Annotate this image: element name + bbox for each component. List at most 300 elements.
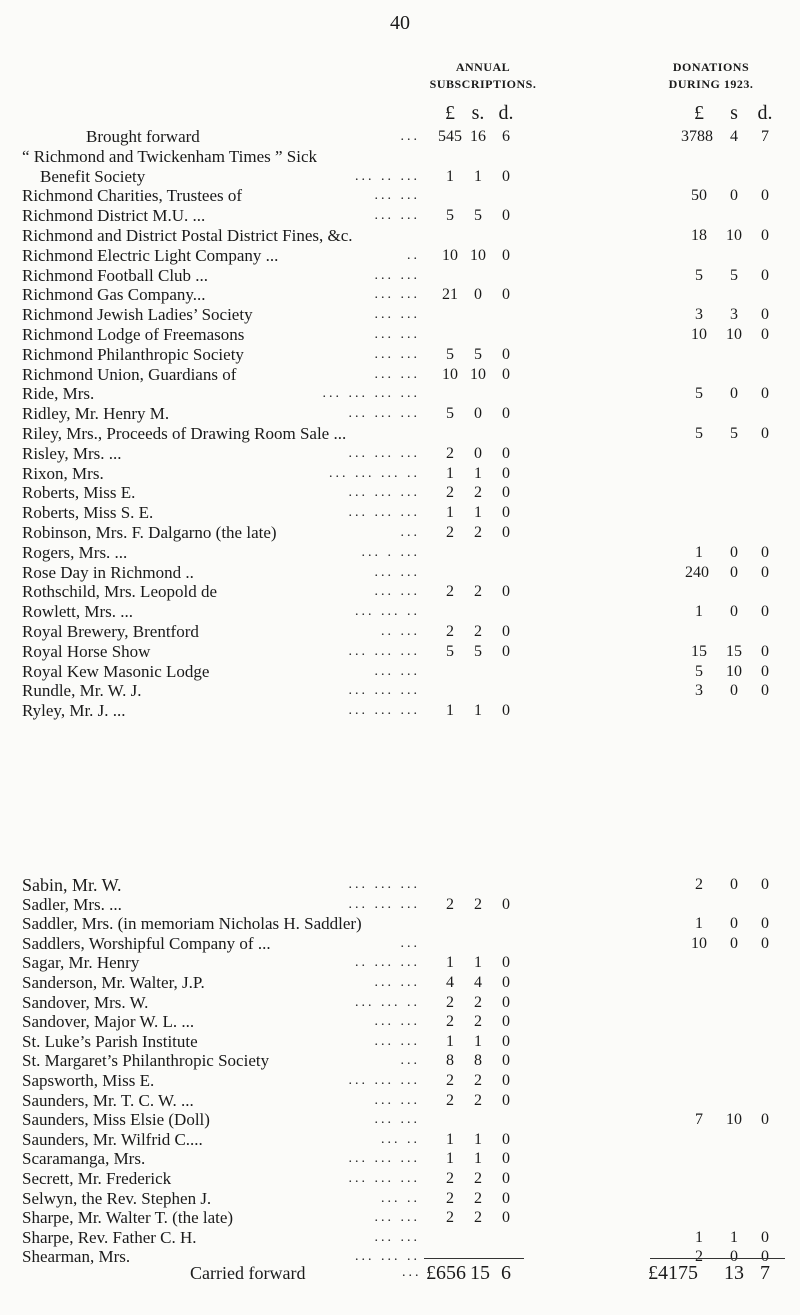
- sub-pence: 0: [502, 895, 510, 913]
- don-shillings: 3: [730, 306, 738, 324]
- don-pence: 0: [761, 563, 769, 581]
- header-donations: [646, 60, 776, 92]
- entry-name: Saunders, Miss Elsie (Doll): [22, 1110, 210, 1130]
- sub-shillings: 2: [474, 1013, 482, 1031]
- entry-name: Secrett, Mr. Frederick: [22, 1169, 172, 1188]
- don-pence: 0: [761, 915, 769, 933]
- unit-don-pence: d.: [757, 102, 773, 124]
- leader-dots: ... ... ...: [348, 683, 420, 699]
- don-pence: 0: [761, 1111, 769, 1129]
- leader-dots: ... ... ...: [348, 485, 420, 501]
- entry-name: Riley, Mrs., Proceeds of Drawing Room Sale ...: [22, 424, 347, 443]
- sub-shillings: 1: [474, 1150, 482, 1168]
- unit-sub-pounds: £: [445, 102, 455, 124]
- entry-name: “ Richmond and Twickenham Times ” Sick: [22, 146, 318, 166]
- entry-name: Royal Horse Show: [22, 641, 151, 661]
- entry-name: Sapsworth, Miss E.: [22, 1071, 155, 1090]
- don-pounds: 5: [695, 662, 703, 680]
- entry-name: Scaramanga, Mrs.: [22, 1149, 146, 1169]
- entry-name: Selwyn, the Rev. Stephen J.: [22, 1188, 212, 1208]
- don-shillings: 10: [726, 227, 742, 244]
- ledger-row: [0, 1189, 800, 1209]
- ledger-row: [0, 543, 800, 563]
- total-rule-subscriptions: [424, 1258, 524, 1259]
- don-pounds: 10: [691, 934, 707, 952]
- leader-dots: ... ...: [374, 188, 420, 204]
- entry-name: Richmond Charities, Trustees of: [22, 186, 243, 206]
- don-pence: 0: [761, 1248, 769, 1266]
- leader-dots: ... ... ... ..: [329, 465, 420, 481]
- don-shillings: 0: [730, 1248, 738, 1266]
- ledger-row: [0, 895, 800, 915]
- leader-dots: ... ... ..: [355, 994, 420, 1010]
- ledger-row: [0, 167, 800, 187]
- leader-dots: ... ...: [374, 1014, 420, 1030]
- don-pounds: 5: [695, 385, 703, 403]
- leader-dots: ..: [407, 247, 420, 263]
- don-pounds: 10: [691, 326, 707, 343]
- ledger-row: [0, 186, 800, 206]
- sub-shillings: 2: [474, 1072, 482, 1089]
- sub-shillings: 1: [474, 167, 482, 185]
- sub-pence: 0: [502, 1013, 510, 1031]
- don-pounds: 1: [695, 543, 703, 561]
- don-pounds: 18: [691, 227, 707, 244]
- leader-dots: .. ...: [381, 624, 420, 639]
- sub-pounds: 2: [446, 623, 454, 640]
- sub-pounds: 21: [442, 286, 458, 304]
- sub-pence: 0: [502, 1209, 510, 1227]
- don-shillings: 10: [726, 1111, 742, 1129]
- entry-name: Saddlers, Worshipful Company of ...: [22, 933, 271, 953]
- leader-dots: ... ... ...: [348, 505, 420, 521]
- leader-dots: ... ...: [374, 1092, 420, 1108]
- ledger-row: [0, 305, 800, 325]
- sub-pence: 0: [502, 207, 510, 225]
- don-pence: 0: [761, 187, 769, 205]
- sub-pence: 0: [502, 993, 510, 1011]
- entry-name: Roberts, Miss S. E.: [22, 503, 154, 523]
- sub-pounds: 2: [446, 583, 454, 601]
- entry-name: Sagar, Mr. Henry: [22, 953, 140, 973]
- sub-pence: 0: [502, 583, 510, 601]
- units-row: [0, 103, 800, 123]
- don-shillings: 4: [730, 128, 738, 145]
- sub-shillings: 2: [474, 583, 482, 601]
- sub-shillings: 1: [474, 464, 482, 482]
- entry-name: Richmond Union, Guardians of: [22, 364, 237, 384]
- sub-pounds: 1: [446, 1032, 454, 1050]
- sub-pounds: 2: [446, 1209, 454, 1227]
- carried-forward-label: Carried forward: [190, 1263, 306, 1283]
- ledger-row: [0, 953, 800, 973]
- ledger-row: [0, 444, 800, 464]
- sub-pence: 0: [502, 1150, 510, 1168]
- ledger-row: [0, 285, 800, 305]
- ledger-row: [0, 1208, 800, 1228]
- don-shillings: 10: [726, 326, 742, 343]
- ledger-row: [0, 424, 800, 444]
- sub-pence: 0: [502, 504, 510, 522]
- sub-pounds: 2: [446, 1189, 454, 1207]
- entry-name: Sabin, Mr. W.: [22, 875, 122, 895]
- sub-pounds: 2: [446, 1091, 454, 1109]
- sub-shillings: 1: [474, 702, 482, 720]
- leader-dots: ... ...: [374, 287, 420, 303]
- entry-name: Royal Kew Masonic Lodge: [22, 661, 210, 681]
- don-pence: 0: [761, 326, 769, 343]
- sub-shillings: 0: [474, 405, 482, 423]
- don-pence: 0: [761, 682, 769, 700]
- don-pounds: 3788: [681, 128, 713, 145]
- unit-sub-shillings: s.: [471, 102, 485, 124]
- leader-dots: ... ... ...: [348, 445, 420, 461]
- ledger-row: [0, 1032, 800, 1052]
- ledger-row: [0, 602, 800, 622]
- ledger-row: [0, 365, 800, 385]
- ledger-row: [0, 1051, 800, 1071]
- sub-pence: 0: [502, 623, 510, 640]
- leader-dots: ... ...: [374, 327, 420, 342]
- sub-shillings: 10: [470, 365, 486, 383]
- sub-pence: 0: [502, 484, 510, 502]
- leader-dots: ... ...: [374, 267, 420, 283]
- ledger-row: [0, 1091, 800, 1111]
- leader-dots: ... ...: [374, 975, 420, 990]
- sub-pence: 0: [502, 1130, 510, 1148]
- leader-dots: ... ...: [374, 1033, 420, 1049]
- ledger-row: [0, 875, 800, 895]
- don-pence: 0: [761, 934, 769, 952]
- sub-pence: 0: [502, 167, 510, 185]
- sub-shillings: 2: [474, 895, 482, 913]
- entry-name: Roberts, Miss E.: [22, 483, 136, 503]
- don-pence: 0: [761, 662, 769, 680]
- leader-dots: ...: [400, 129, 420, 144]
- ledger-row: [0, 973, 800, 993]
- sub-pence: 0: [502, 286, 510, 304]
- sub-pounds: 2: [446, 993, 454, 1011]
- sub-pounds: 1: [446, 702, 454, 720]
- sub-shillings: 2: [474, 1209, 482, 1227]
- sub-pounds: 5: [446, 642, 454, 660]
- leader-dots: ...: [400, 1053, 420, 1069]
- entry-name: Richmond Jewish Ladies’ Society: [22, 305, 253, 325]
- sub-pounds: 1: [446, 504, 454, 522]
- entry-name: Richmond Football Club ...: [22, 265, 209, 285]
- sub-pence: 0: [502, 1170, 510, 1187]
- ledger-row: [0, 1169, 800, 1189]
- header-subscriptions-line2: SUBSCRIPTIONS.: [429, 77, 537, 91]
- carried-forward-row: [0, 1263, 800, 1283]
- don-pence: 0: [761, 227, 769, 244]
- entry-name: Richmond District M.U. ...: [22, 206, 206, 226]
- ledger-row: [0, 127, 800, 147]
- entry-name: Richmond and District Postal District Fines, &c.: [22, 226, 353, 245]
- sub-shillings: 8: [474, 1052, 482, 1070]
- ledger-row: [0, 993, 800, 1013]
- sub-pence: 0: [502, 365, 510, 383]
- don-pence: 0: [761, 543, 769, 561]
- total-rule-donations: [650, 1258, 785, 1259]
- don-shillings: 10: [726, 662, 742, 680]
- sub-pence: 0: [502, 1032, 510, 1050]
- sub-pounds: 5: [446, 345, 454, 363]
- sub-shillings: 2: [474, 524, 482, 541]
- don-pounds: 7: [695, 1111, 703, 1129]
- sub-shillings: 1: [474, 504, 482, 522]
- carried-don-pence: 7: [760, 1262, 770, 1284]
- entry-name: Sandover, Mrs. W.: [22, 992, 149, 1012]
- ledger-row: [0, 483, 800, 503]
- don-pounds: 2: [695, 876, 703, 893]
- entry-name: Richmond Gas Company...: [22, 285, 206, 305]
- don-shillings: 0: [730, 385, 738, 403]
- sub-shillings: 2: [474, 484, 482, 502]
- sub-pounds: 8: [446, 1052, 454, 1070]
- don-pence: 0: [761, 642, 769, 660]
- entry-name: Ridley, Mr. Henry M.: [22, 404, 170, 424]
- entry-name: Robinson, Mrs. F. Dalgarno (the late): [22, 523, 277, 542]
- sub-shillings: 2: [474, 1170, 482, 1187]
- ledger-row: [0, 206, 800, 226]
- ledger-row: [0, 662, 800, 682]
- sub-shillings: 2: [474, 993, 482, 1011]
- don-shillings: 5: [730, 266, 738, 284]
- leader-dots: ... ... ...: [348, 643, 420, 659]
- sub-shillings: 16: [470, 128, 486, 145]
- don-shillings: 0: [730, 682, 738, 700]
- don-shillings: 0: [730, 563, 738, 581]
- sub-pounds: 1: [446, 1130, 454, 1148]
- entry-name: Saunders, Mr. Wilfrid C....: [22, 1129, 203, 1149]
- leader-dots: ... ... ...: [348, 1073, 420, 1088]
- sub-pence: 0: [502, 1072, 510, 1089]
- entry-name: Brought forward: [86, 127, 200, 146]
- sub-pounds: 4: [446, 974, 454, 991]
- sub-pence: 0: [502, 444, 510, 462]
- leader-dots: ... .. ...: [355, 168, 420, 184]
- leader-dots: ... ...: [374, 584, 420, 600]
- entry-name: Ryley, Mr. J. ...: [22, 701, 126, 721]
- ledger-row: [0, 622, 800, 642]
- don-pence: 0: [761, 1228, 769, 1246]
- entry-name: Sandover, Major W. L. ...: [22, 1012, 195, 1032]
- sub-shillings: 1: [474, 1130, 482, 1148]
- ledger-row: [0, 681, 800, 701]
- don-pounds: 2: [695, 1248, 703, 1266]
- leader-dots: ... ...: [374, 564, 420, 580]
- sub-pounds: 2: [446, 895, 454, 913]
- don-shillings: 0: [730, 915, 738, 933]
- leader-dots: ... ...: [374, 1112, 420, 1128]
- leader-dots: ... ... ...: [348, 1151, 420, 1167]
- leader-dots: ... ... ...: [348, 1171, 420, 1186]
- sub-shillings: 5: [474, 642, 482, 660]
- leader-dots: ... ...: [374, 1210, 420, 1226]
- ledger-row: [0, 642, 800, 662]
- ledger-row: [0, 147, 800, 167]
- entry-name: Ride, Mrs.: [22, 384, 95, 404]
- ledger-row: [0, 523, 800, 543]
- sub-pence: 0: [502, 702, 510, 720]
- leader-dots: .. ... ...: [355, 955, 420, 971]
- entry-name: Benefit Society: [40, 166, 146, 186]
- sub-pence: 0: [502, 642, 510, 660]
- header-donations-line1: DONATIONS: [672, 60, 750, 74]
- don-shillings: 1: [730, 1228, 738, 1246]
- entry-name: Shearman, Mrs.: [22, 1247, 131, 1267]
- sub-pence: 0: [502, 246, 510, 264]
- carried-sub-pounds: £656: [426, 1262, 466, 1284]
- entry-name: Richmond Electric Light Company ...: [22, 245, 279, 265]
- leader-dots: ... ... ..: [355, 1249, 420, 1265]
- don-shillings: 15: [726, 642, 742, 660]
- carried-don-shillings: 13: [724, 1262, 744, 1284]
- leader-dots: ... ..: [381, 1190, 420, 1206]
- ledger-row: [0, 266, 800, 286]
- entry-name: Rogers, Mrs. ...: [22, 542, 128, 562]
- sub-shillings: 2: [474, 1189, 482, 1207]
- don-pence: 0: [761, 385, 769, 403]
- sub-shillings: 0: [474, 444, 482, 462]
- don-pence: 0: [761, 876, 769, 893]
- unit-sub-pence: d.: [498, 102, 514, 124]
- don-pounds: 5: [695, 425, 703, 442]
- ledger-row: [0, 404, 800, 424]
- ledger-row: [0, 325, 800, 345]
- ledger-row: [0, 345, 800, 365]
- sub-pence: 0: [502, 974, 510, 991]
- leader-dots: ... ... ...: [348, 877, 420, 892]
- leader-dots: ...: [400, 935, 420, 951]
- don-pounds: 1: [695, 603, 703, 621]
- don-pounds: 3: [695, 306, 703, 324]
- carried-sub-shillings: 15: [470, 1262, 490, 1284]
- entry-name: Saunders, Mr. T. C. W. ...: [22, 1090, 194, 1110]
- sub-shillings: 5: [474, 207, 482, 225]
- ledger-row: [0, 934, 800, 954]
- sub-shillings: 4: [474, 974, 482, 991]
- header-subscriptions: [418, 60, 548, 92]
- don-pounds: 5: [695, 266, 703, 284]
- unit-don-shillings: s: [730, 102, 738, 124]
- sub-pence: 0: [502, 345, 510, 363]
- leader-dots: ... ...: [374, 346, 420, 362]
- entry-name: Sharpe, Mr. Walter T. (the late): [22, 1208, 234, 1228]
- don-pounds: 15: [691, 642, 707, 660]
- sub-pounds: 1: [446, 954, 454, 972]
- leader-dots: ... ...: [374, 1229, 420, 1245]
- ledger-row: [0, 503, 800, 523]
- ledger-row: [0, 384, 800, 404]
- entry-name: Risley, Mrs. ...: [22, 443, 122, 463]
- entry-name: Rowlett, Mrs. ...: [22, 602, 133, 622]
- sub-pence: 0: [502, 405, 510, 423]
- header-donations-line2: DURING 1923.: [668, 77, 754, 91]
- don-shillings: 0: [730, 543, 738, 561]
- sub-pence: 0: [502, 1091, 510, 1109]
- sub-pence: 0: [502, 1052, 510, 1070]
- ledger-row: [0, 582, 800, 602]
- leader-dots: ... ... ...: [348, 406, 420, 422]
- entry-name: Rundle, Mr. W. J.: [22, 681, 142, 701]
- ledger-row: [0, 1012, 800, 1032]
- sub-pence: 0: [502, 954, 510, 972]
- ledger-row: [0, 914, 800, 934]
- sub-pounds: 2: [446, 1013, 454, 1031]
- ledger-row: [0, 701, 800, 721]
- ledger-row: [0, 1110, 800, 1130]
- carried-forward-dots: ...: [402, 1265, 422, 1280]
- sub-shillings: 2: [474, 623, 482, 640]
- carried-sub-pence: 6: [501, 1262, 511, 1284]
- don-pence: 0: [761, 603, 769, 621]
- leader-dots: ... ...: [374, 208, 420, 224]
- ledger-row: [0, 1130, 800, 1150]
- don-shillings: 0: [730, 934, 738, 952]
- leader-dots: ... . ...: [361, 544, 420, 560]
- sub-pounds: 2: [446, 484, 454, 502]
- sub-shillings: 0: [474, 286, 482, 304]
- don-pounds: 3: [695, 682, 703, 700]
- leader-dots: ... ... ... ...: [322, 386, 420, 402]
- leader-dots: ... ..: [381, 1131, 420, 1147]
- page-number: 40: [390, 12, 410, 34]
- sub-pence: 6: [502, 128, 510, 145]
- sub-shillings: 1: [474, 954, 482, 972]
- sub-pounds: 1: [446, 464, 454, 482]
- leader-dots: ... ... ..: [355, 604, 420, 620]
- don-pounds: 50: [691, 187, 707, 205]
- sub-pounds: 10: [442, 246, 458, 264]
- entry-name: Saddler, Mrs. (in memoriam Nicholas H. Saddler): [22, 914, 362, 934]
- sub-pounds: 2: [446, 444, 454, 462]
- ledger-row: [0, 1071, 800, 1091]
- entry-name: Sharpe, Rev. Father C. H.: [22, 1227, 197, 1247]
- carried-don-pounds: £4175: [648, 1262, 698, 1284]
- entry-name: Royal Brewery, Brentford: [22, 622, 199, 641]
- sub-shillings: 1: [474, 1032, 482, 1050]
- sub-pence: 0: [502, 1189, 510, 1207]
- sub-pounds: 2: [446, 1170, 454, 1187]
- don-shillings: 0: [730, 876, 738, 893]
- unit-don-pounds: £: [694, 102, 704, 124]
- leader-dots: ...: [400, 525, 420, 540]
- sub-pounds: 5: [446, 207, 454, 225]
- ledger-row: [0, 464, 800, 484]
- leader-dots: ... ... ...: [348, 703, 420, 719]
- sub-pounds: 2: [446, 1072, 454, 1089]
- leader-dots: ... ... ...: [348, 896, 420, 912]
- don-pence: 0: [761, 306, 769, 324]
- sub-pence: 0: [502, 464, 510, 482]
- don-pounds: 1: [695, 915, 703, 933]
- don-pounds: 240: [685, 563, 709, 581]
- sub-pounds: 545: [438, 128, 462, 145]
- sub-shillings: 10: [470, 246, 486, 264]
- entry-name: Richmond Philanthropic Society: [22, 344, 244, 364]
- ledger-row: [0, 1228, 800, 1248]
- don-shillings: 0: [730, 603, 738, 621]
- don-shillings: 0: [730, 187, 738, 205]
- entry-name: Rixon, Mrs.: [22, 463, 104, 483]
- entry-name: St. Luke’s Parish Institute: [22, 1031, 198, 1051]
- sub-pounds: 1: [446, 1150, 454, 1168]
- sub-pounds: 5: [446, 405, 454, 423]
- sub-pounds: 10: [442, 365, 458, 383]
- don-shillings: 5: [730, 425, 738, 442]
